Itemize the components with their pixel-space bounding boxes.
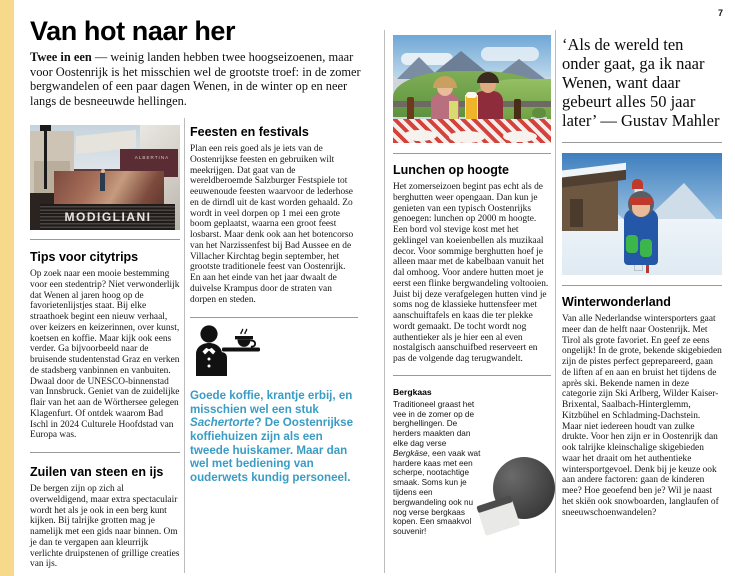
divider <box>393 153 551 154</box>
page-number: 7 <box>717 8 723 18</box>
column-four <box>562 35 722 518</box>
divider <box>190 317 358 318</box>
heading-citytrips: Tips voor citytrips <box>30 250 139 264</box>
photo-mountain-lunch <box>393 35 551 143</box>
pull-quote-part2: ? De Oostenrijkse koffiehuizen zijn als een tweede huiskamer. Maar dan wel met bediening van ouderwets kundig personeel. <box>190 416 354 484</box>
standfirst-lead: Twee in een <box>30 50 92 64</box>
body-lunchen: Het zomerseizoen begint pas echt als de berghutten weer opengaan. Dan kun je genieten van een typisch Oostenrijks genoegen: lunchen op 2000 m hoogte. Een bord vol stevige kost met het geklingel van koeienbellen als muzikaal decor. Voor sommige berghutten hoef je alleen maar met de kabelbaan vanuit het dal omhoog. Voor andere hutten moet je eerst een flinke bergwandeling voltooien. Juist bij deze verafgelegen hutten vind je soms nog de klassieke huttensfeer met aanschuiftafels en kaas die ter plekke wordt gemaakt. De tocht wordt nog authentieker als je hier een al even nostalgisch aanschuifbed reserveert en pas de volgende dag terugwandelt. <box>393 182 549 364</box>
drink-glass <box>449 101 458 121</box>
body-bergkaas <box>393 400 485 537</box>
street-lamp-icon <box>44 129 47 189</box>
cheese-wedge <box>478 500 520 536</box>
waiter-with-coffee-icon <box>190 324 264 380</box>
column-rule-3 <box>555 30 556 573</box>
heading-lunchen: Lunchen op hoogte <box>393 163 509 177</box>
divider <box>30 239 180 240</box>
body-bergkaas-part1: Traditioneel graast het vee in de zomer op de berghellingen. De herders maakten dan elke dag verse <box>393 399 475 448</box>
body-citytrips: Op zoek naar een mooie bestemming voor een stedentrip? Niet verwonderlijk dat Wenen al jaren hoog op de favorietenlijstjes staat. Bij elke straathoek begint een nieuw verhaal, over keizers en keizerinnen, over kunst, koetsen en koffie. Maar kijk ook eens verder. Ga bijvoorbeeld naar de bruisende studentenstad Graz en verken de stadsberg vanbinnen en vanbuiten. Dwaal door de UNESCO-binnenstad van Innsbruck. Geniet van de zuidelijke flair van het aan de Wörthersee gelegen Klagenfurt. Of ontdek waarom Bad Ischl in 2024 Culturele Hoofdstad van Europa was. <box>30 269 180 441</box>
glove <box>640 239 652 257</box>
column-three <box>393 35 551 537</box>
divider <box>562 142 722 143</box>
photo-child-skier <box>562 153 722 275</box>
page-edge-band <box>0 0 14 576</box>
standfirst-dash: — <box>91 50 111 64</box>
column-rule-2 <box>384 30 385 573</box>
standfirst <box>30 50 370 108</box>
body-bergkaas-part2: , een vaak wat hardere kaas met een scherpe, nootachtige smaak. Soms kun je tijdens een bergwandeling ook nu nog verse bergkaas kopen. Een smaakvol souvenir! <box>393 448 481 537</box>
photo-bergkaas-cheese <box>481 457 555 531</box>
divider <box>30 452 180 453</box>
body-bergkaas-italic: Bergkäse <box>393 448 428 458</box>
exhibition-title-text: MODIGLIANI <box>64 210 152 224</box>
body-zuilen: De bergen zijn op zich al overweldigend, maar extra spectaculair wordt het als je ook in een berg kunt kijken. Bij talrijke grotten mag je namelijk met een gids naar binnen. Om je dan te vergapen aan kleurrijk verlichte druipstenen of grillige creaties van ijs. <box>30 484 180 570</box>
column-two <box>190 125 358 484</box>
beer-glass <box>465 95 478 121</box>
heading-feesten: Feesten en festivals <box>190 125 309 139</box>
hut-door <box>570 199 583 227</box>
column-one <box>30 125 180 570</box>
heading-bergkaas: Bergkaas <box>393 386 432 397</box>
visitor-figure <box>100 173 105 191</box>
pull-quote-italic: Sachertorte <box>190 416 255 430</box>
page-edge-gutter <box>14 0 22 576</box>
photo-albertina-stairs <box>30 125 180 230</box>
divider <box>393 375 551 376</box>
heading-zuilen: Zuilen van steen en ijs <box>30 465 164 479</box>
divider <box>562 285 722 286</box>
column-rule-1 <box>184 118 185 573</box>
body-winter: Van alle Nederlandse wintersporters gaat meer dan de helft naar Oostenrijk. Met Tirol als grote favoriet. En geef ze eens ongelijk! In de grote, bekende skigebieden zijn de pistes perfect geprepareerd, gaan de liften af en aan en bruist het tijdens de après ski. Bekende namen in deze categorie zijn Ski Arlberg, Wilder Kaiser-Brixental, Saalbach-Hinterglemm, Kitzbühel en Schladming-Dachstein. Maar niet iedereen houdt van zulke drukte. Voor hen zijn er in Oostenrijk dan ook talrijke kleinschalige skigebieden waar het draait om het authentieke wintersportgevoel. Denk bij je keuze ook aan andere factoren: gaan de kinderen mee? Hoe geoefend ben je? Wil je naast het skiën ook snowboarden, langlaufen of sneeuwschoenwandelen? <box>562 314 722 518</box>
pull-quote-part1: Goede koffie, krantje erbij, en misschien wel een stuk <box>190 389 353 416</box>
food-plate <box>503 131 537 142</box>
page-title: Van hot naar her <box>30 16 236 46</box>
museum-name-text: ALBERTINA <box>134 155 170 160</box>
mahler-quote: ‘Als de wereld ten onder gaat, ga ik naar Wenen, want daar gebeurt alles 50 jaar later’ — Gustav Mahler <box>562 35 720 130</box>
body-feesten: Plan een reis goed als je iets van de Oostenrijkse feesten en gebruiken wilt meekrijgen. Dat gaat van de wereldberoemde Salzburger Festspiele tot eeuwenoude feesten waarvoor de lederhose en de dirndl uit de kast worden gehaald. Zo wordt in veel dorpen op 1 mei een grote boom geplaatst, waarna een groot feest losbarst. Maar denk ook aan het botencorso van het Narzissenfest bij Bad Aussee en de Villacher Kirchtag begin september, het grootste traditionele feest van Oostenrijk. En aan het einde van het jaar dwaalt de duivelse Krampus door de straten van dorpen en steden. <box>190 144 354 305</box>
glove <box>626 235 638 253</box>
fact-box-bergkaas <box>393 387 551 537</box>
ski-tip <box>632 179 643 189</box>
pull-quote <box>190 389 358 484</box>
ski-goggles-icon <box>629 197 653 205</box>
heading-winter: Winterwonderland <box>562 295 671 309</box>
food-plate <box>403 130 437 141</box>
standfirst-text: weinig landen hebben twee hoogseizoenen, maar voor Oostenrijk is het misschien wel de grootste troef: in de zomer bergwandelen of een paar dagen Wenen, in de winter op en neer langs de besneeuwde hellingen. <box>30 50 361 108</box>
food-plate <box>449 131 485 143</box>
